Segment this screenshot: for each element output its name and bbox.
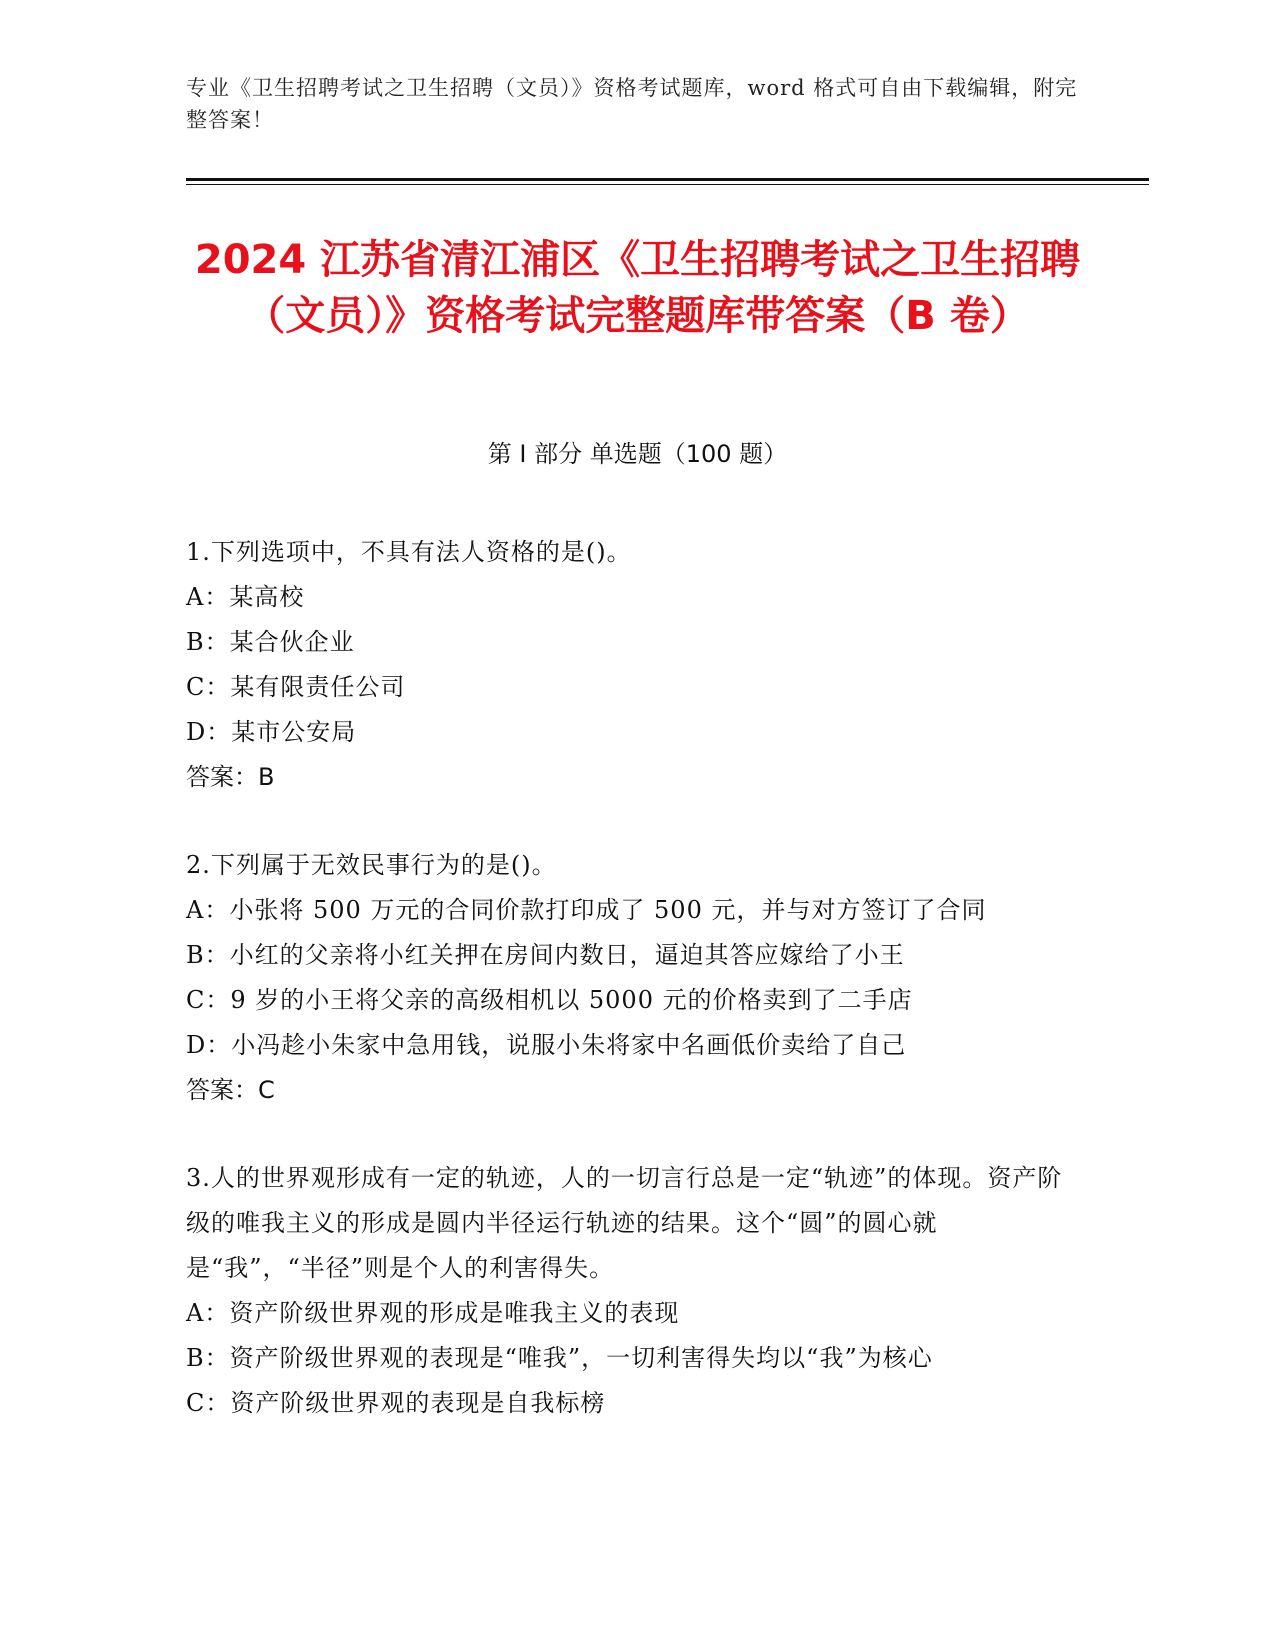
option-c: C：9 岁的小王将父亲的高级相机以 5000 元的价格卖到了二手店 [186,986,913,1014]
option-d: D：小冯趁小朱家中急用钱，说服小朱将家中名画低价卖给了自己 [186,1031,907,1059]
header-rule-thin [186,184,1149,185]
option-c: C：资产阶级世界观的表现是自我标榜 [186,1389,606,1417]
question-1 [186,530,1076,800]
header-rule-thick [186,178,1149,181]
answer: 答案：C [186,1076,275,1104]
question-3 [186,1156,1076,1426]
document-title: 2024 江苏省清江浦区《卫生招聘考试之卫生招聘（文员）》资格考试完整题库带答案（B 卷） [194,237,1081,339]
section-title: 第 I 部分 单选题（100 题） [487,440,788,468]
option-a: A：小张将 500 万元的合同价款打印成了 500 元，并与对方签订了合同 [186,896,987,924]
option-b: B：某合伙企业 [186,628,355,656]
option-b: B：资产阶级世界观的表现是“唯我”，一切利害得失均以“我”为核心 [186,1344,933,1372]
question-list [186,530,1076,1469]
answer: 答案：B [186,763,275,791]
option-a: A：某高校 [186,583,305,611]
question-stem: 3.人的世界观形成有一定的轨迹，人的一切言行总是一定“轨迹”的体现。资产阶级的唯我主义的形成是圆内半径运行轨迹的结果。这个“圆”的圆心就是“我”，“半径”则是个人的利害得失。 [186,1164,1063,1282]
option-a: A：资产阶级世界观的形成是唯我主义的表现 [186,1299,680,1327]
question-stem: 1.下列选项中，不具有法人资格的是()。 [186,538,632,566]
option-d: D：某市公安局 [186,718,357,746]
option-b: B：小红的父亲将小红关押在房间内数日，逼迫其答应嫁给了小王 [186,941,905,969]
question-stem: 2.下列属于无效民事行为的是()。 [186,851,557,879]
header-note: 专业《卫生招聘考试之卫生招聘（文员）》资格考试题库，word 格式可自由下载编辑，附完整答案！ [186,76,1078,132]
option-c: C：某有限责任公司 [186,673,406,701]
question-2 [186,843,1076,1113]
